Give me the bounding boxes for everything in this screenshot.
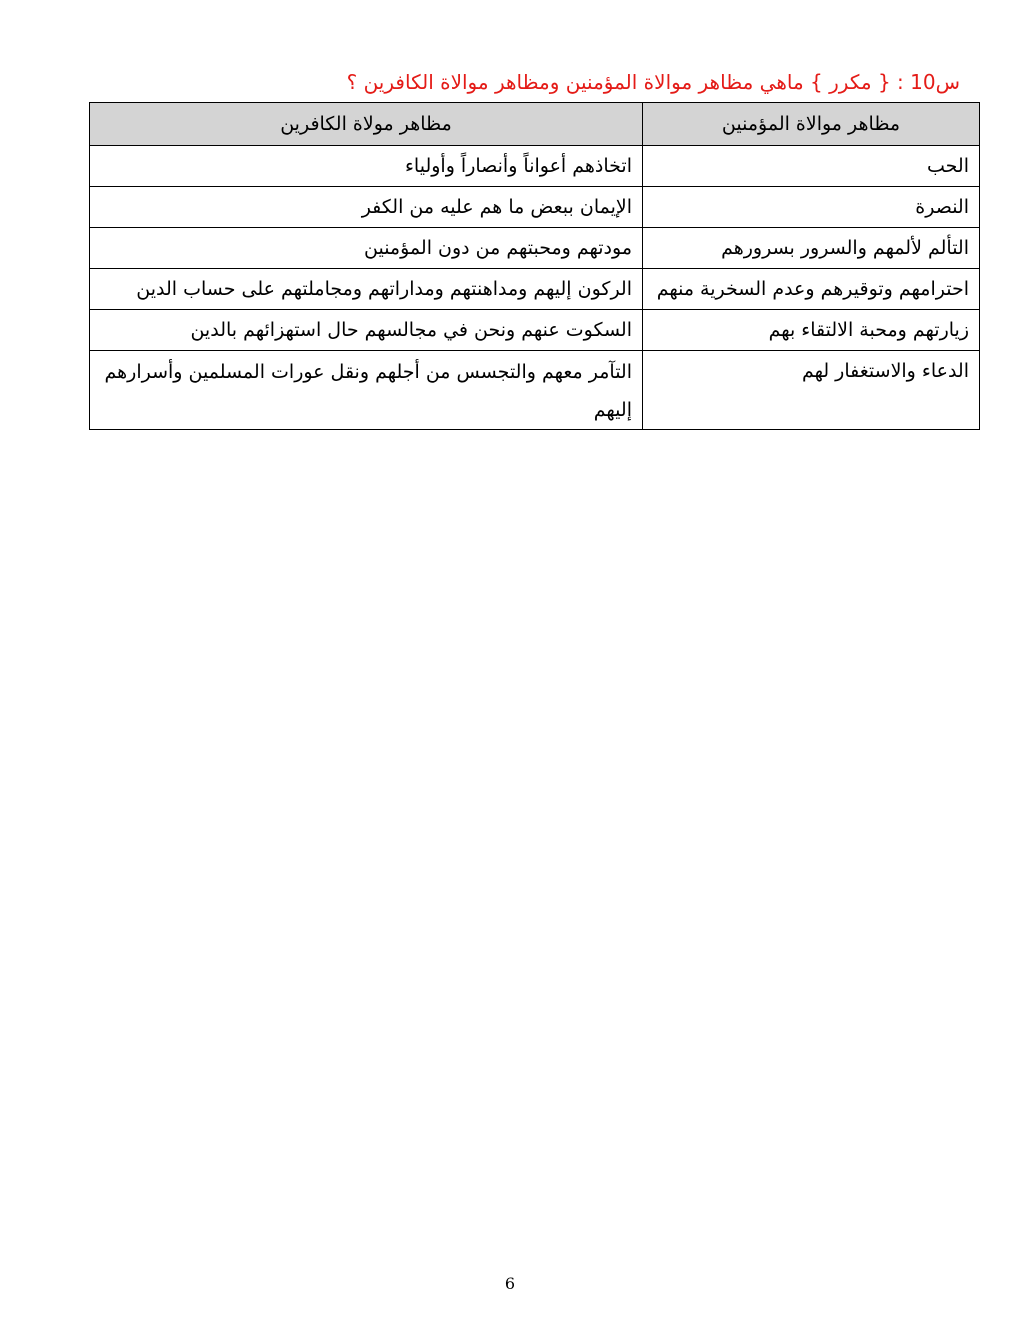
table-row xyxy=(90,269,980,310)
cell-believers: النصرة xyxy=(643,187,980,228)
header-believers: مظاهر موالاة المؤمنين xyxy=(643,103,980,146)
cell-believers: زيارتهم ومحبة الالتقاء بهم xyxy=(643,310,980,351)
cell-disbelievers: الإيمان ببعض ما هم عليه من الكفر xyxy=(90,187,643,228)
cell-believers: احترامهم وتوقيرهم وعدم السخرية منهم xyxy=(643,269,980,310)
cell-disbelievers: مودتهم ومحبتهم من دون المؤمنين xyxy=(90,228,643,269)
cell-believers: التألم لألمهم والسرور بسرورهم xyxy=(643,228,980,269)
cell-believers: الدعاء والاستغفار لهم xyxy=(643,351,980,430)
table-row xyxy=(90,228,980,269)
comparison-table xyxy=(89,102,980,430)
header-disbelievers: مظاهر مولاة الكافرين xyxy=(90,103,643,146)
question-title: س10 : { مكرر } ماهي مظاهر موالاة المؤمنين ومظاهر موالاة الكافرين ؟ xyxy=(346,70,960,94)
cell-disbelievers: اتخاذهم أعواناً وأنصاراً وأولياء xyxy=(90,146,643,187)
cell-disbelievers: التآمر معهم والتجسس من أجلهم ونقل عورات المسلمين وأسرارهم إليهم xyxy=(90,351,643,430)
table-row xyxy=(90,187,980,228)
table-row xyxy=(90,351,980,430)
cell-disbelievers: الركون إليهم ومداهنتهم ومداراتهم ومجاملتهم على حساب الدين xyxy=(90,269,643,310)
table-header-row xyxy=(90,103,980,146)
cell-believers: الحب xyxy=(643,146,980,187)
table-row xyxy=(90,310,980,351)
table-row xyxy=(90,146,980,187)
page-number: 6 xyxy=(504,1274,516,1293)
cell-disbelievers: السكوت عنهم ونحن في مجالسهم حال استهزائهم بالدين xyxy=(90,310,643,351)
